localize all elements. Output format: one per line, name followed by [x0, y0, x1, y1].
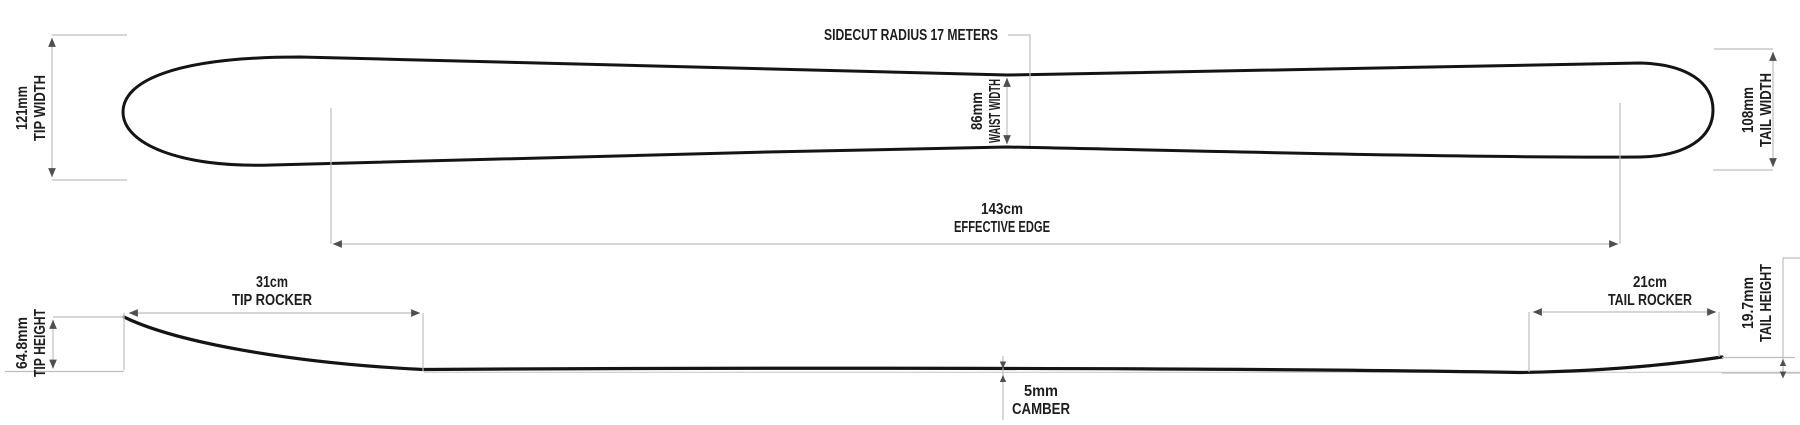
tip-width-label: TIP WIDTH [32, 59, 49, 141]
ski-side-profile [124, 317, 1722, 373]
tail-rocker-label: TAIL ROCKER [1608, 292, 1693, 309]
tail-height-value: 19.7mm [1740, 269, 1757, 329]
tip-rocker-value: 31cm [256, 274, 288, 291]
tail-height-arrow-up [1780, 359, 1786, 366]
tip-height-dimension [5, 287, 124, 377]
tail-rocker-dimension [1529, 274, 1719, 372]
tail-width-dimension [1713, 49, 1775, 170]
waist-width-value: 86mm [969, 83, 986, 130]
camber-value: 5mm [1024, 383, 1058, 400]
tip-rocker-label: TIP ROCKER [232, 292, 313, 309]
camber-arrow-up [1000, 375, 1006, 382]
tip-height-value: 64.8mm [14, 309, 31, 369]
tail-height-label: TAIL HEIGHT [1758, 243, 1775, 342]
tip-width-value: 121mm [14, 74, 31, 130]
sidecut-radius-label: SIDECUT RADIUS 17 METERS [824, 27, 999, 44]
tail-height-dimension [1722, 243, 1800, 379]
waist-width-dimension [969, 35, 1007, 144]
tail-width-value: 108mm [1740, 77, 1757, 133]
effective-edge-value: 143cm [981, 201, 1023, 218]
waist-width-label: WAIST WIDTH [987, 35, 1004, 143]
tip-width-dimension [14, 35, 127, 180]
sidecut-leader-line [1008, 35, 1030, 146]
effective-edge-label: EFFECTIVE EDGE [954, 219, 1051, 236]
tail-height-arrow-down [1780, 372, 1786, 379]
tail-width-label: TAIL WIDTH [1758, 56, 1775, 147]
camber-callout [1000, 356, 1071, 420]
camber-label: CAMBER [1012, 401, 1071, 418]
tip-height-label: TIP HEIGHT [32, 287, 49, 377]
tail-rocker-value: 21cm [1633, 274, 1667, 291]
